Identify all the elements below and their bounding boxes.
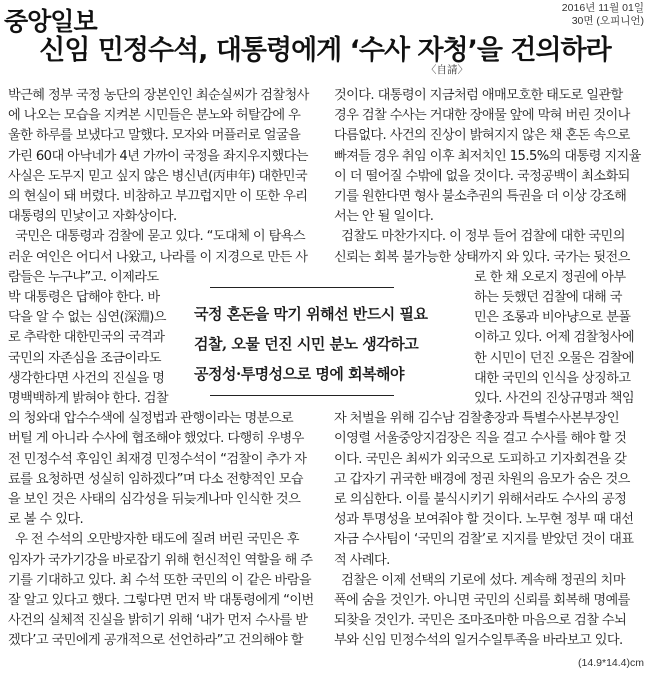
text-line: 잘 알고 있다고 했다. 그렇다면 먼저 박 대통령에게 “이번 xyxy=(8,593,314,609)
dateline xyxy=(562,2,644,28)
text-line: 생각한다면 사건의 진실을 명 xyxy=(8,370,165,386)
pull-quote-top-rule xyxy=(210,287,394,288)
text-line: 우 전 수석의 오만방자한 태도에 질려 버린 국민은 후 xyxy=(8,532,299,548)
text-line: 신뢰는 회복 불가능한 상태까지 와 있다. 국가는 뒷전으 xyxy=(334,249,630,265)
hanja-annotation: 〈自請〉 xyxy=(426,64,468,76)
text-line: 자금 수사팀이 ‘국민의 검찰’로 지지를 받았던 것이 대표 xyxy=(334,532,634,548)
text-line: 검찰은 이제 선택의 기로에 섰다. 계속해 정권의 치마 xyxy=(334,572,625,588)
text-line: 임자가 국가기강을 바로잡기 위해 헌신적인 역할을 해 주 xyxy=(8,552,313,568)
text-line: 을 보인 것은 사태의 심각성을 뒤늦게나마 인식한 것으 xyxy=(8,492,301,508)
text-line: 국민은 대통령과 검찰에 묻고 있다. “도대체 이 탐욕스 xyxy=(8,229,306,245)
text-line: 적 사례다. xyxy=(334,552,390,568)
text-line: 것이다. 대통령이 지금처럼 애매모호한 태도로 일관할 xyxy=(334,88,623,103)
text-line: 검찰도 마찬가지다. 이 정부 들어 검찰에 대한 국민의 xyxy=(334,229,625,245)
text-line: 이하고 있다. 어제 검찰청사에 xyxy=(474,330,635,346)
text-line: 다름없다. 사건의 진상이 밝혀지지 않은 채 혼돈 속으로 xyxy=(334,128,630,144)
text-line: 있다. 사건의 진상규명과 책임 xyxy=(474,391,635,407)
text-line: 박 대통령은 답해야 한다. 바 xyxy=(8,290,160,306)
text-line: 이 더 떨어질 수밖에 없을 것이다. 국정공백이 최소화되 xyxy=(334,168,630,184)
pull-quote-line: 공정성·투명성으로 명에 회복해야 xyxy=(194,365,405,383)
text-line: 의 청와대 압수수색에 실정법과 관행이라는 명분으로 xyxy=(8,411,294,427)
text-line: 빠져들 경우 취임 이후 최저치인 15.5%의 대통령 지지율 xyxy=(334,148,641,164)
text-line: 기를 기대하고 있다. 최 수석 또한 국민의 이 같은 바람을 xyxy=(8,572,311,588)
text-line: 로 추락한 대한민국의 국격과 xyxy=(8,330,165,346)
article-size-note: (14.9*14.4)cm xyxy=(578,657,644,669)
text-line: 부와 신임 민정수석의 일거수일투족을 바라보고 있다. xyxy=(334,633,623,649)
text-line: 사건의 실체적 진실을 밝히기 위해 ‘내가 먼저 수사를 받 xyxy=(8,613,308,629)
newspaper-masthead: 중앙일보 xyxy=(4,7,97,36)
text-line: 경우 검찰 수사는 거대한 장애물 앞에 막혀 버린 것이나 xyxy=(334,108,630,124)
text-line: 전 민정수석 후임인 최재경 민정수석이 “검찰이 추가 자 xyxy=(8,451,307,467)
pull-quote-box xyxy=(186,287,466,395)
text-line: 기를 원한다면 형사 불소추권의 특권을 더 이상 강조해 xyxy=(334,189,627,205)
text-line: 국민의 자존심을 조금이라도 xyxy=(8,350,161,366)
publication-date: 2016년 11월 01일 xyxy=(561,2,644,14)
article-headline: 신임 민정수석, 대통령에게 ‘수사 자청’을 건의하라 xyxy=(39,35,611,66)
pull-quote-bottom-rule xyxy=(210,395,394,396)
pull-quote-line: 검찰, 오물 던진 시민 분노 생각하고 xyxy=(194,335,419,353)
text-line: 로 한 채 오로지 정권에 아부 xyxy=(474,269,626,285)
page-section: 30면 (오피니언) xyxy=(571,15,644,27)
text-line: 성과 투명성을 보여줘야 할 것이다. 노무현 정부 때 대선 xyxy=(334,512,634,528)
text-line: 사실은 도무지 믿고 싶지 않은 병신년(丙申年) 대한민국 xyxy=(8,168,308,184)
text-line: 대통령의 민낯이고 자화상이다. xyxy=(8,209,177,225)
text-line: 이영렬 서울중앙지검장은 직을 걸고 수사를 해야 할 것 xyxy=(334,431,627,447)
pull-quote-text xyxy=(194,299,427,389)
text-line: 버틸 게 아니라 수사에 협조해야 했었다. 다행히 우병우 xyxy=(8,431,304,447)
text-line: 료를 요청하면 성실히 임하겠다”며 다소 전향적인 모습 xyxy=(8,471,303,487)
text-line: 의 현실이 돼 버렸다. 비참하고 부끄럽지만 이 또한 우리 xyxy=(8,189,308,205)
text-line: 에 나오는 모습을 지켜본 시민들은 분노와 허탈감에 우 xyxy=(8,108,301,124)
text-line: 폭에 숨을 것인가. 아니면 국민의 신뢰를 회복해 명예를 xyxy=(334,593,630,609)
text-line: 자 처벌을 위해 김수남 검찰총장과 특별수사본부장인 xyxy=(334,411,620,427)
text-line: 되찾을 것인가. 국민은 조마조마한 마음으로 검찰 수뇌 xyxy=(334,613,627,629)
pull-quote-line: 국정 혼돈을 막기 위해선 반드시 필요 xyxy=(194,305,428,323)
text-line: 이다. 국민은 최씨가 외국으로 도피하고 기자회견을 갖 xyxy=(334,451,627,467)
text-line: 명백백하게 밝혀야 한다. 검찰 xyxy=(8,391,169,407)
text-line: 대한 국민의 인식을 상징하고 xyxy=(474,370,631,386)
text-line: 로 볼 수 있다. xyxy=(8,512,84,528)
text-line: 람들은 누구냐”고. 이제라도 xyxy=(8,269,159,285)
text-line: 하는 듯했던 검찰에 대해 국 xyxy=(474,290,622,306)
text-line: 민은 조롱과 비아냥으로 분풀 xyxy=(474,310,631,326)
text-line: 러운 여인은 어디서 나왔고, 나라를 이 지경으로 만든 사 xyxy=(8,249,308,265)
text-line: 고 갑자기 귀국한 배경에 정권 차원의 음모가 숨은 것으 xyxy=(334,471,630,487)
text-line: 로 의심한다. 이를 불식시키기 위해서라도 수사의 공정 xyxy=(334,492,627,508)
text-line: 박근혜 정부 국정 농단의 장본인인 최순실씨가 검찰청사 xyxy=(8,88,309,103)
text-line: 서는 안 될 일이다. xyxy=(334,209,434,225)
text-line: 가린 60대 아낙네가 4년 가까이 국정을 좌지우지했다는 xyxy=(8,148,308,164)
text-line: 울한 하루를 보냈다고 말했다. 모자와 머플러로 얼굴을 xyxy=(8,128,301,144)
text-line: 겠다’고 국민에게 공개적으로 선언하라”고 건의해야 할 xyxy=(8,633,303,649)
text-line: 닥을 알 수 없는 심연(深淵)으 xyxy=(8,310,166,326)
text-line: 한 시민이 던진 오물은 검찰에 xyxy=(474,350,635,366)
